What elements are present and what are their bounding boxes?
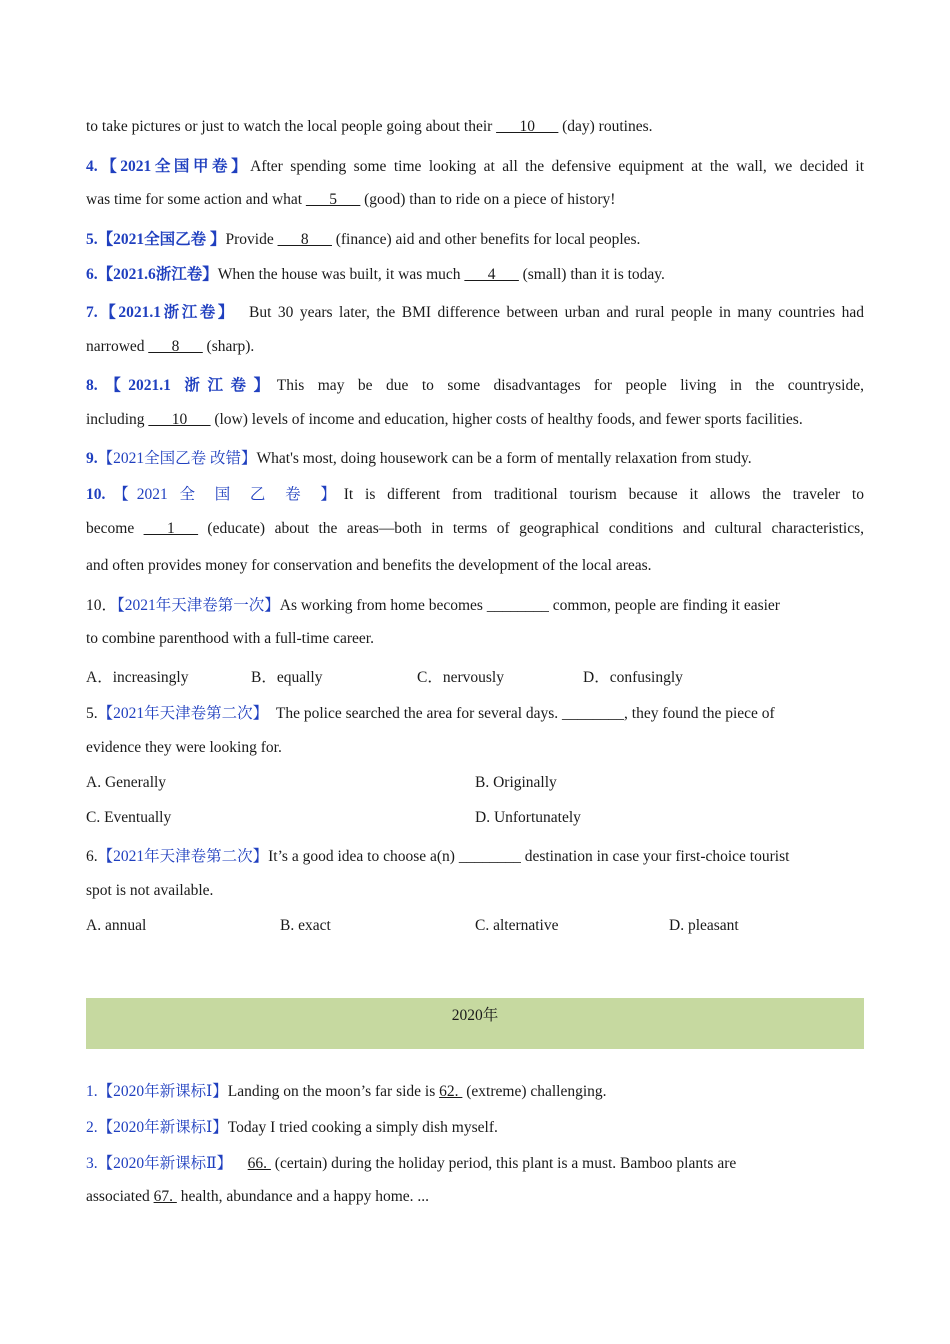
item-text: (small) than it is today. <box>518 266 665 283</box>
answer-blank: ___10___ <box>496 118 559 135</box>
item-number: 3. <box>86 1155 98 1172</box>
item-line <box>86 118 864 136</box>
item-number: 9. <box>86 450 98 467</box>
answer-blank: 66. <box>247 1155 271 1172</box>
question-text: The police searched the area for several days. ________, they found the piece of <box>268 705 775 722</box>
item-text: This may be due to some disadvantages for people living in the countryside, <box>276 377 864 394</box>
item-line <box>86 300 864 322</box>
item-line <box>86 1151 864 1173</box>
item-line <box>86 1188 864 1206</box>
item-text: (certain) during the holiday period, this plant is a must. Bamboo plants are <box>270 1155 737 1172</box>
item-source: 【2020年新课标Ⅱ】 <box>97 1155 233 1172</box>
answer-blank: ___5___ <box>305 191 361 208</box>
item-number: 4. <box>86 158 98 175</box>
item-text: After spending some time looking at all the defensive equipment at the wall, we decided it <box>250 158 864 175</box>
item-text: Today I tried cooking a simply dish myself. <box>227 1119 498 1136</box>
item-text: When the house was built, it was much <box>217 266 465 283</box>
item-line <box>86 482 864 504</box>
option-d: D．confusingly <box>583 669 683 686</box>
answer-blank: 67. <box>153 1188 177 1205</box>
item-source: 【2021全国甲卷】 <box>97 158 251 175</box>
answer-blank: ___8___ <box>148 338 203 355</box>
question-text: to combine parenthood with a full-time career. <box>86 630 374 647</box>
item-line <box>86 262 864 284</box>
item-text: health, abundance and a happy home. ... <box>176 1188 430 1205</box>
option-c: C．nervously <box>417 669 504 686</box>
option-d: D. Unfortunately <box>475 809 581 826</box>
item-number: 7. <box>86 304 98 321</box>
question-text: As working from home becomes ________ common, people are finding it easier <box>279 597 780 614</box>
item-number: 6. <box>86 266 98 283</box>
item-text: Landing on the moon’s far side is <box>227 1083 440 1100</box>
item-text: (good) than to ride on a piece of history! <box>360 191 616 208</box>
section-title: 2020年 <box>451 1007 499 1024</box>
item-line <box>86 411 864 429</box>
item-line <box>86 446 864 468</box>
option-c: C. Eventually <box>86 809 172 826</box>
item-source: 【2021.1浙江卷】 <box>97 304 237 321</box>
item-text: (finance) aid and other benefits for local peoples. <box>331 231 641 248</box>
question-text: It’s a good idea to choose a(n) ________ destination in case your first-choice tourist <box>268 848 790 865</box>
question-number: 5. <box>86 705 98 722</box>
section-banner <box>86 998 864 1049</box>
answer-blank: ___1___ <box>143 520 198 537</box>
question-line <box>86 630 864 648</box>
question-number: 10． <box>86 597 118 614</box>
answer-blank: ___8___ <box>277 231 332 248</box>
item-line <box>86 227 864 249</box>
item-source: 【2021 全 国 乙 卷 】 <box>105 486 344 503</box>
item-line <box>86 557 864 575</box>
item-source: 【2021全国乙卷 改错】 <box>97 450 257 467</box>
item-line <box>86 154 864 176</box>
item-text: (educate) about the areas—both in terms of geographical conditions and cultural characteristics, <box>197 520 864 537</box>
question-line <box>86 739 864 757</box>
option-b: B. Originally <box>475 774 557 791</box>
item-text: It is different from traditional tourism because it allows the traveler to <box>343 486 864 503</box>
option-a: A. Generally <box>86 774 167 791</box>
item-text: become <box>86 520 144 537</box>
item-source: 【2020年新课标Ⅰ】 <box>97 1119 228 1136</box>
item-text <box>232 1155 248 1172</box>
item-text: and often provides money for conservation and benefits the development of the local areas. <box>86 557 652 574</box>
item-text: narrowed <box>86 338 149 355</box>
item-text: (sharp). <box>202 338 255 355</box>
item-text: (low) levels of income and education, higher costs of healthy foods, and fewer sports facilities. <box>210 411 803 428</box>
question-line <box>86 593 864 615</box>
item-text: including <box>86 411 149 428</box>
item-source: 【2021.1 浙江卷】 <box>97 377 277 394</box>
item-number: 1. <box>86 1083 98 1100</box>
item-text: (extreme) challenging. <box>462 1083 607 1100</box>
item-line <box>86 1115 864 1137</box>
item-text: What's most, doing housework can be a form of mentally relaxation from study. <box>256 450 752 467</box>
item-number: 10. <box>86 486 106 503</box>
answer-blank: 62. <box>439 1083 463 1100</box>
option-b: B．equally <box>251 669 323 686</box>
question-line <box>86 844 864 866</box>
question-text: evidence they were looking for. <box>86 739 282 756</box>
item-text: But 30 years later, the BMI difference between urban and rural people in many countries had <box>236 304 864 321</box>
question-source: 【2021年天津卷第二次】 <box>97 705 269 722</box>
option-a: A. annual <box>86 917 147 934</box>
item-text: (day) routines. <box>558 118 653 135</box>
question-text: spot is not available. <box>86 882 214 899</box>
answer-blank: ___4___ <box>464 266 519 283</box>
question-line <box>86 882 864 900</box>
item-line <box>86 1079 864 1101</box>
item-number: 2. <box>86 1119 98 1136</box>
question-source: 【2021年天津卷第一次】 <box>117 597 280 614</box>
item-text: Provide <box>225 231 278 248</box>
item-number: 5. <box>86 231 98 248</box>
item-line <box>86 338 864 356</box>
question-line <box>86 701 864 723</box>
item-number: 8. <box>86 377 98 394</box>
item-line <box>86 191 864 209</box>
answer-blank: ___10___ <box>148 411 211 428</box>
question-source: 【2021年天津卷第二次】 <box>97 848 269 865</box>
option-c: C. alternative <box>475 917 559 934</box>
item-source: 【2021.6浙江卷】 <box>97 266 218 283</box>
item-line <box>86 520 864 538</box>
item-source: 【2020年新课标Ⅰ】 <box>97 1083 228 1100</box>
item-text: to take pictures or just to watch the local people going about their <box>86 118 497 135</box>
option-b: B. exact <box>280 917 331 934</box>
item-text: was time for some action and what <box>86 191 306 208</box>
item-text: associated <box>86 1188 154 1205</box>
question-number: 6. <box>86 848 98 865</box>
item-line <box>86 373 864 395</box>
item-source: 【2021全国乙卷 】 <box>97 231 226 248</box>
option-d: D. pleasant <box>669 917 739 934</box>
option-a: A．increasingly <box>86 669 189 686</box>
